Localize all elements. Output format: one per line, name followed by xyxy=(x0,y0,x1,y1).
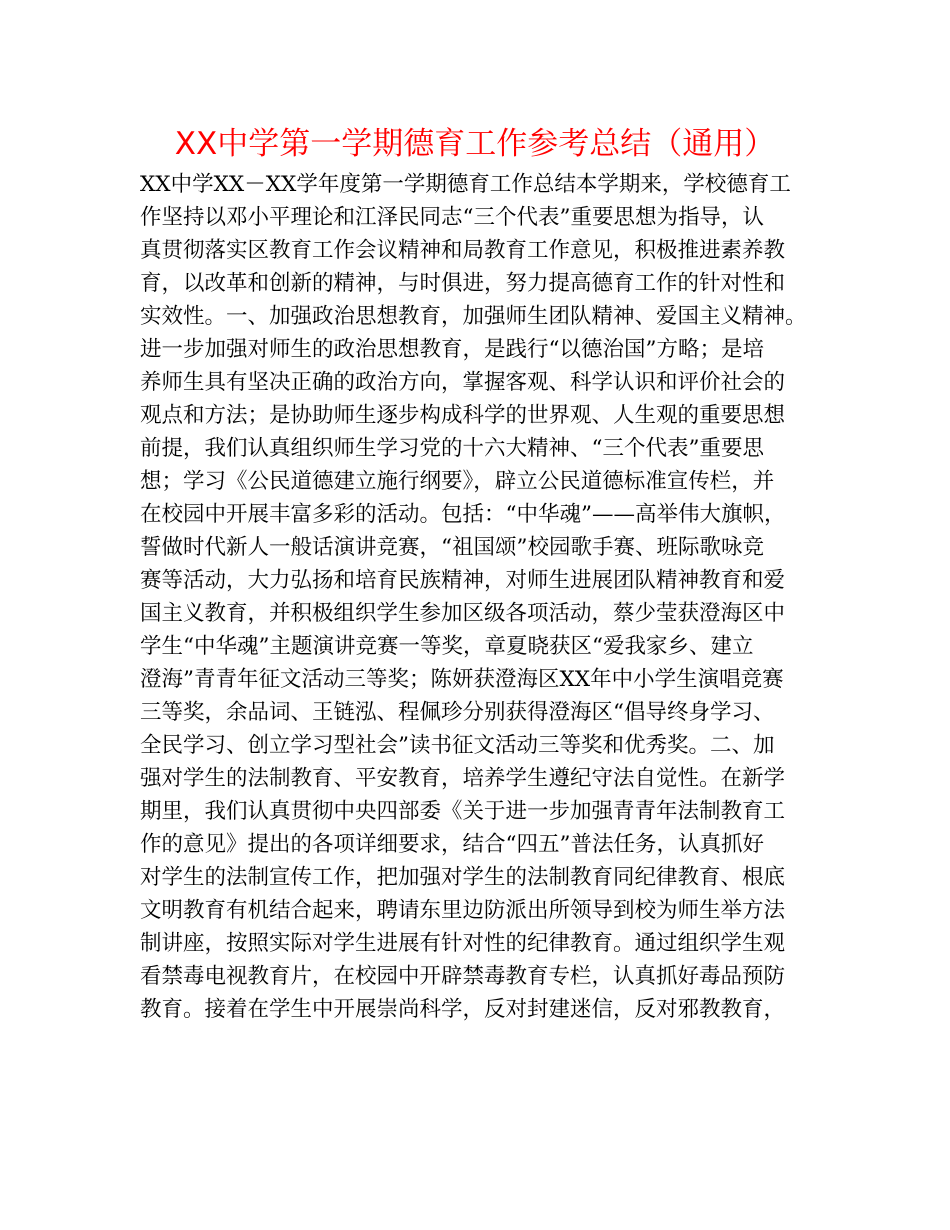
body-text-line: 看禁毒电视教育片，在校园中开辟禁毒教育专栏，认真抓好毒品预防 xyxy=(140,964,786,989)
body-text-line: 教育。接着在学生中开展崇尚科学，反对封建迷信，反对邪教教育， xyxy=(140,997,786,1022)
body-text-line: 进一步加强对师生的政治思想教育，是践行“以德治国”方略；是培 xyxy=(140,337,764,362)
body-text-line: 强对学生的法制教育、平安教育，培养学生遵纪守法自觉性。在新学 xyxy=(140,766,786,791)
document-body xyxy=(140,168,830,1026)
body-text-line: 养师生具有坚决正确的政治方向，掌握客观、科学认识和评价社会的 xyxy=(140,370,786,395)
body-text-line: 三等奖，余品词、王链泓、程佩珍分别获得澄海区“倡导终身学习、 xyxy=(140,700,775,725)
body-text-line: 在校园中开展丰富多彩的活动。包括：“中华魂”——高举伟大旗帜， xyxy=(140,502,786,527)
body-text-line: 文明教育有机结合起来，聘请东里边防派出所领导到校为师生举方法 xyxy=(140,898,786,923)
body-text-line: 作坚持以邓小平理论和江泽民同志“三个代表”重要思想为指导，认 xyxy=(140,205,764,230)
body-text-line: 期里，我们认真贯彻中央四部委《关于进一步加强青青年法制教育工 xyxy=(140,799,786,824)
body-text-line: 想；学习《公民道德建立施行纲要》，辟立公民道德标准宣传栏，并 xyxy=(140,469,775,494)
body-text-line: 全民学习、创立学习型社会”读书征文活动三等奖和优秀奖。二、加 xyxy=(140,733,775,758)
body-text-line: 真贯彻落实区教育工作会议精神和局教育工作意见，积极推进素养教 xyxy=(140,238,786,263)
body-text-line: 作的意见》提出的各项详细要求，结合“四五”普法任务，认真抓好 xyxy=(140,832,764,857)
body-text-line: 赛等活动，大力弘扬和培育民族精神，对师生进展团队精神教育和爱 xyxy=(140,568,786,593)
body-text-line: 制讲座，按照实际对学生进展有针对性的纪律教育。通过组织学生观 xyxy=(140,931,786,956)
body-text-line: 国主义教育，并积极组织学生参加区级各项活动，蔡少莹获澄海区中 xyxy=(140,601,786,626)
body-text-line: 实效性。一、加强政治思想教育，加强师生团队精神、爱国主义精神。 xyxy=(140,304,807,329)
body-text-line: 澄海”青青年征文活动三等奖；陈妍获澄海区XX年中小学生演唱竞赛 xyxy=(140,667,784,692)
body-text-line: 育，以改革和创新的精神，与时俱进，努力提高德育工作的针对性和 xyxy=(140,271,786,296)
body-text-line: 前提，我们认真组织师生学习党的十六大精神、“三个代表”重要思 xyxy=(140,436,764,461)
body-text-line: XX中学XX－XX学年度第一学期德育工作总结本学期来，学校德育工 xyxy=(140,172,791,197)
body-text-line: 观点和方法；是协助师生逐步构成科学的世界观、人生观的重要思想 xyxy=(140,403,786,428)
body-text-line: 对学生的法制宣传工作，把加强对学生的法制教育同纪律教育、根底 xyxy=(140,865,786,890)
body-text-line: 学生“中华魂”主题演讲竞赛一等奖，章夏晓获区“爱我家乡、建立 xyxy=(140,634,754,659)
document-title: XX中学第一学期德育工作参考总结（通用） xyxy=(174,126,776,162)
body-text-line: 誓做时代新人一般话演讲竞赛，“祖国颂”校园歌手赛、班际歌咏竞 xyxy=(140,535,764,560)
